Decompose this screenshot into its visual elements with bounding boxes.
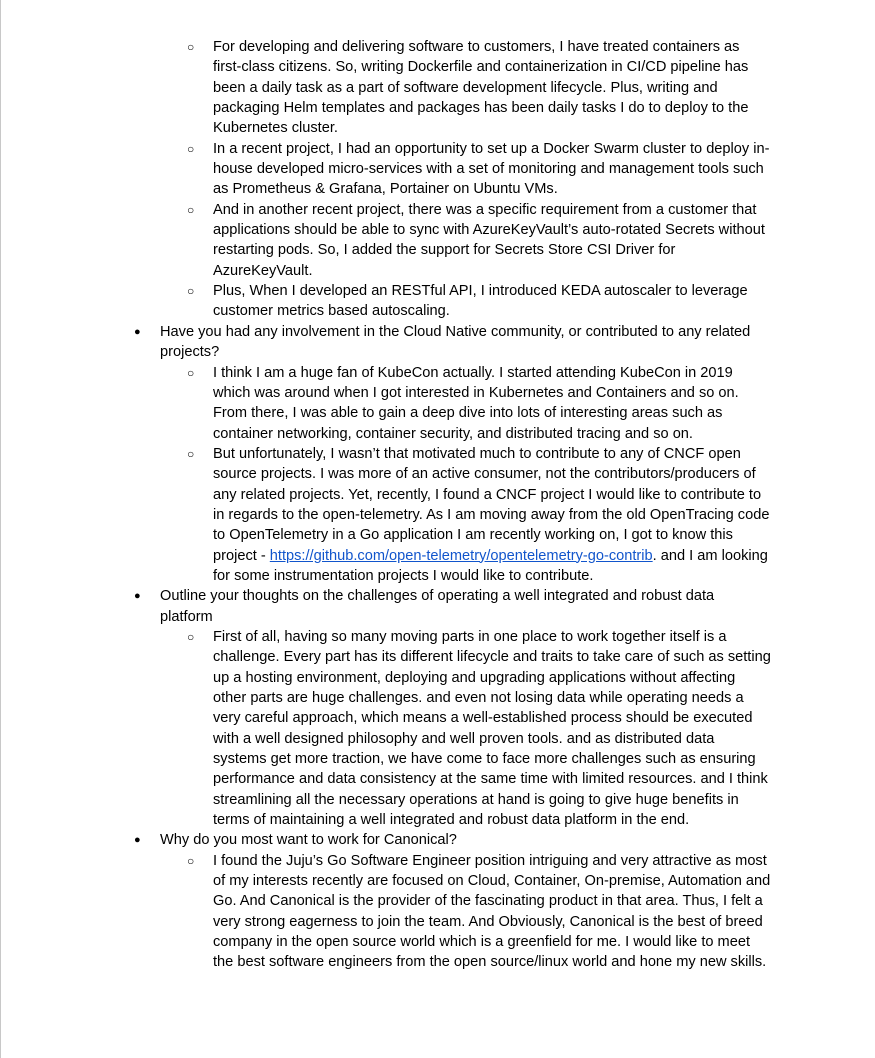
question-item bbox=[1, 830, 771, 850]
list-item-text: First of all, having so many moving parts in one place to work together itself is a challenge. Every part has its different lifecycle and traits to take care of such as setting up a hosting environment, deploying and upgrading applications without affecting other parts are huge challenges. and even not losing data while operating needs a very careful approach, which means a well-established process should be executed with a well designed philosophy and well proven tools. and as distributed data systems get more traction, we have come to face more challenges such as ensuring performance and data consistency at the same time with limited resources. and I think streamlining all the necessary operations at hand is going to give huge benefits in terms of maintaining a well integrated and robust data platform in the end. bbox=[213, 628, 771, 829]
hollow-bullet-icon: ○ bbox=[187, 446, 195, 461]
list-item-text: I found the Juju’s Go Software Engineer position intriguing and very attractive as most of my interests recently are focused on Cloud, Container, On-premise, Automation and Go. And Canonical is the provider of the fascinating product in that area. Thus, I felt a very strong eagerness to join the team. And Obviously, Canonical is the best of breed company in the open source world which is a greenfield for me. I would like to meet the best software engineers from the open source/linux world and hone my new skills. bbox=[213, 852, 771, 971]
list-item bbox=[1, 37, 771, 139]
list-item bbox=[1, 627, 771, 830]
list-item-text-end: . and I am looking for some instrumentation projects I would like to contribute. bbox=[213, 547, 768, 584]
filled-bullet-icon: ● bbox=[134, 590, 141, 603]
hollow-bullet-icon: ○ bbox=[187, 202, 195, 217]
question-text: Have you had any involvement in the Cloud Native community, or contributed to any related projects? bbox=[160, 323, 751, 361]
question-text: Why do you most want to work for Canonical? bbox=[160, 832, 457, 849]
list-item-text: Plus, When I developed an RESTful API, I introduced KEDA autoscaler to leverage customer metrics based autoscaling. bbox=[213, 283, 748, 320]
list-item-text-start: But unfortunately, I wasn’t that motivated much to contribute to any of CNCF open source projects. I was more of an active consumer, not the contributors/producers of any related projects. Yet, recently, I found a CNCF project I would like to contribute to in regards to the open-telemetry. As I am moving away from the old OpenTracing code to OpenTelemetry in a Go application I am recently working on, I got to know this project - bbox=[213, 445, 770, 564]
github-link[interactable]: https://github.com/open-telemetry/opentelemetry-go-contrib bbox=[269, 547, 653, 564]
list-item bbox=[1, 851, 771, 973]
list-item bbox=[1, 200, 771, 281]
list-item-text: For developing and delivering software to customers, I have treated containers as first-class citizens. So, writing Dockerfile and containerization in CI/CD pipeline has been a daily task as a part of software development lifecycle. Plus, writing and packaging Helm templates and packages has been daily tasks I do to deploy to the Kubernetes cluster. bbox=[213, 39, 749, 137]
list-item bbox=[1, 363, 771, 444]
list-item-text: I think I am a huge fan of KubeCon actually. I started attending KubeCon in 2019 which was around when I got interested in Kubernetes and Containers and so on. From there, I was able to gain a deep dive into lots of interesting areas such as container networking, container security, and distributed tracing and so on. bbox=[213, 364, 739, 442]
hollow-bullet-icon: ○ bbox=[187, 365, 195, 380]
question-text: Outline your thoughts on the challenges of operating a well integrated and robust data platform bbox=[160, 588, 715, 625]
filled-bullet-icon: ● bbox=[134, 325, 141, 338]
list-item bbox=[1, 139, 771, 200]
list-item-text: In a recent project, I had an opportunity to set up a Docker Swarm cluster to deploy in-house developed micro-services with a set of monitoring and management tools such as Prometheus & Grafana, Portainer on Ubuntu VMs. bbox=[213, 140, 770, 198]
list-item-text: And in another recent project, there was a specific requirement from a customer that applications should be able to sync with AzureKeyVault’s auto-rotated Secrets without restarting pods. So, I added the support for Secrets Store CSI Driver for AzureKeyVault. bbox=[213, 201, 765, 279]
hollow-bullet-icon: ○ bbox=[187, 40, 195, 54]
list-item bbox=[1, 281, 771, 322]
hollow-bullet-icon: ○ bbox=[187, 629, 195, 644]
hollow-bullet-icon: ○ bbox=[187, 141, 195, 156]
hollow-bullet-icon: ○ bbox=[187, 284, 195, 299]
document-body bbox=[1, 37, 875, 973]
hollow-bullet-icon: ○ bbox=[187, 853, 195, 868]
question-item bbox=[1, 322, 771, 363]
filled-bullet-icon: ● bbox=[134, 834, 141, 847]
list-item bbox=[1, 444, 771, 586]
question-item bbox=[1, 586, 771, 627]
list-item-text bbox=[213, 444, 771, 586]
